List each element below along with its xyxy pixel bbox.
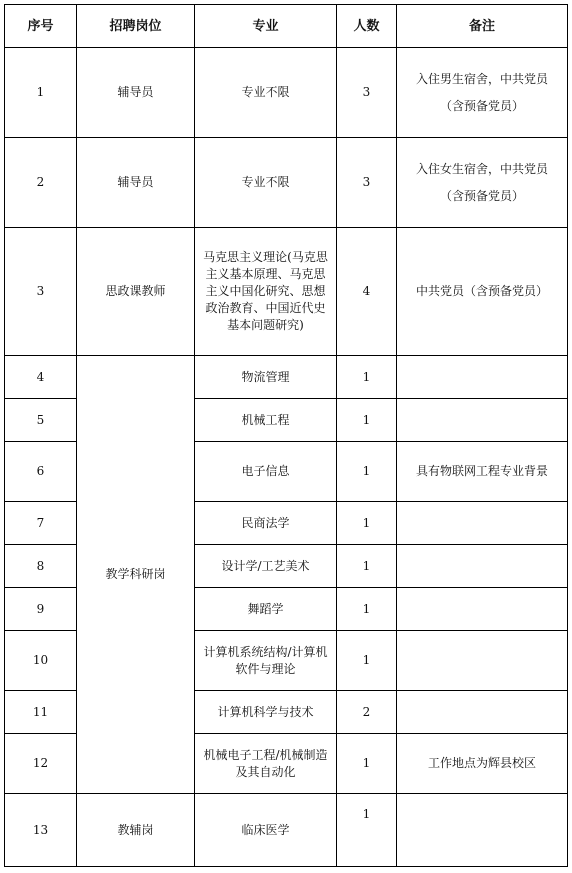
- row-major: 专业不限: [195, 48, 337, 138]
- header-no: 序号: [5, 5, 77, 48]
- row-note: 工作地点为辉县校区: [397, 734, 568, 794]
- note-text: 入住男生宿舍，中共党员: [415, 71, 548, 86]
- row-count: 1: [337, 356, 397, 399]
- row-no: 6: [5, 442, 77, 502]
- header-post: 招聘岗位: [77, 5, 195, 48]
- row-note: [397, 588, 568, 631]
- row-post: 辅导员: [77, 48, 195, 138]
- row-count: 1: [337, 502, 397, 545]
- row-note: [397, 631, 568, 691]
- header-row: [5, 5, 568, 48]
- row-major: 机械工程: [195, 399, 337, 442]
- row-major: 马克思主义理论(马克思主义基本原理、马克思主义中国化研究、思想政治教育、中国近代史基本问题研究): [195, 228, 337, 356]
- row-major: 物流管理: [195, 356, 337, 399]
- row-post: 教辅岗: [77, 794, 195, 867]
- note-sub-text: （含预备党员）: [439, 188, 524, 203]
- header-count: 人数: [337, 5, 397, 48]
- row-no: 9: [5, 588, 77, 631]
- row-note: [397, 691, 568, 734]
- table-row: [5, 228, 568, 356]
- row-note: 具有物联网工程专业背景: [397, 442, 568, 502]
- row-note: [397, 545, 568, 588]
- note-text: 入住女生宿舍，中共党员: [415, 161, 548, 176]
- row-note: [397, 356, 568, 399]
- row-no: 1: [5, 48, 77, 138]
- row-no: 3: [5, 228, 77, 356]
- table-row: [5, 356, 568, 399]
- row-no: 7: [5, 502, 77, 545]
- row-major: 设计学/工艺美术: [195, 545, 337, 588]
- row-count: 3: [337, 48, 397, 138]
- row-count: 1: [337, 734, 397, 794]
- header-major: 专业: [195, 5, 337, 48]
- recruitment-table: [4, 4, 568, 867]
- row-count: 2: [337, 691, 397, 734]
- note-sub-text: （含预备党员）: [439, 98, 524, 113]
- row-note: 中共党员（含预备党员）: [397, 228, 568, 356]
- row-no: 4: [5, 356, 77, 399]
- table-row: [5, 794, 568, 867]
- row-note: [397, 48, 568, 138]
- row-no: 10: [5, 631, 77, 691]
- row-count: 1: [337, 631, 397, 691]
- row-no: 5: [5, 399, 77, 442]
- row-count: 1: [337, 399, 397, 442]
- row-note: [397, 399, 568, 442]
- row-major: 民商法学: [195, 502, 337, 545]
- row-no: 2: [5, 138, 77, 228]
- row-count: 1: [337, 545, 397, 588]
- table-row: [5, 48, 568, 138]
- row-no: 12: [5, 734, 77, 794]
- row-major: 计算机科学与技术: [195, 691, 337, 734]
- row-major: 舞蹈学: [195, 588, 337, 631]
- row-no: 13: [5, 794, 77, 867]
- table-row: [5, 138, 568, 228]
- row-major: 机械电子工程/机械制造及其自动化: [195, 734, 337, 794]
- row-post-merged: 教学科研岗: [77, 356, 195, 794]
- row-count: 4: [337, 228, 397, 356]
- row-note: [397, 794, 568, 867]
- row-major: 电子信息: [195, 442, 337, 502]
- row-major: 专业不限: [195, 138, 337, 228]
- row-post: 辅导员: [77, 138, 195, 228]
- row-count: 1: [337, 794, 397, 867]
- row-major: 临床医学: [195, 794, 337, 867]
- row-no: 8: [5, 545, 77, 588]
- row-count: 3: [337, 138, 397, 228]
- row-count: 1: [337, 588, 397, 631]
- row-count: 1: [337, 442, 397, 502]
- row-post: 思政课教师: [77, 228, 195, 356]
- row-note: [397, 502, 568, 545]
- row-major: 计算机系统结构/计算机软件与理论: [195, 631, 337, 691]
- header-note: 备注: [397, 5, 568, 48]
- row-no: 11: [5, 691, 77, 734]
- row-note: [397, 138, 568, 228]
